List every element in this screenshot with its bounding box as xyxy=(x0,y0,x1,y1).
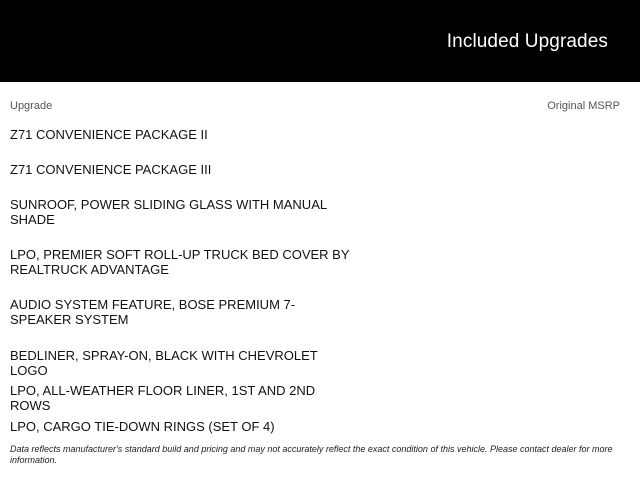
upgrade-name: AUDIO SYSTEM FEATURE, BOSE PREMIUM 7-SPEAKER SYSTEM xyxy=(10,297,296,327)
upgrade-name: LPO, PREMIER SOFT ROLL-UP TRUCK BED COVER BY REALTRUCK ADVANTAGE xyxy=(10,247,350,277)
upgrade-name: LPO, CARGO TIE-DOWN RINGS (SET OF 4) xyxy=(10,419,275,434)
disclaimer-text: Data reflects manufacturer's standard build and pricing and may not accurately reflect the exact condition of this vehicle. Please contact dealer for more information. xyxy=(10,444,613,465)
header-title: Included Upgrades xyxy=(446,31,608,52)
upgrade-name: Z71 CONVENIENCE PACKAGE II xyxy=(10,127,208,142)
upgrade-name: SUNROOF, POWER SLIDING GLASS WITH MANUAL SHADE xyxy=(10,197,327,227)
upgrade-name: LPO, ALL-WEATHER FLOOR LINER, 1ST AND 2ND ROWS xyxy=(10,383,316,413)
header-bar xyxy=(0,0,640,82)
column-header-msrp: Original MSRP xyxy=(547,100,620,112)
upgrade-name: Z71 CONVENIENCE PACKAGE III xyxy=(10,162,212,177)
column-header-upgrade: Upgrade xyxy=(10,100,53,112)
upgrade-name: BEDLINER, SPRAY-ON, BLACK WITH CHEVROLET LOGO xyxy=(10,348,318,378)
